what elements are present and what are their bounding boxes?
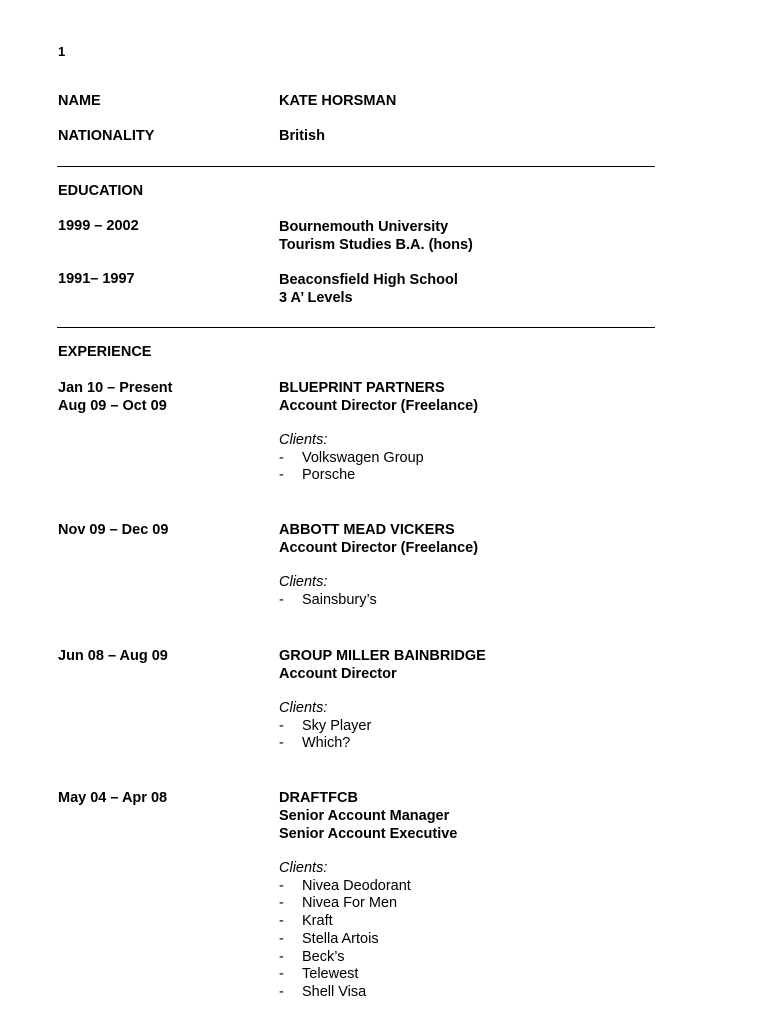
experience-dates xyxy=(58,647,168,665)
date-range: Jun 08 – Aug 09 xyxy=(58,648,168,664)
client-list xyxy=(279,574,377,609)
experience-dates xyxy=(58,789,167,807)
education-details xyxy=(279,271,458,307)
education-qualification: 3 A’ Levels xyxy=(279,290,353,306)
page-number: 1 xyxy=(58,44,66,59)
clients-label: Clients: xyxy=(279,860,328,876)
job-title: Senior Account Executive xyxy=(279,826,458,842)
name-label: NAME xyxy=(58,93,101,109)
experience-details xyxy=(279,647,486,683)
experience-details xyxy=(279,379,478,415)
list-item: - Beck’s xyxy=(279,948,345,965)
education-dates: 1999 – 2002 xyxy=(58,218,139,234)
clients-label: Clients: xyxy=(279,574,328,590)
experience-details xyxy=(279,521,478,557)
education-dates: 1991– 1997 xyxy=(58,271,135,287)
date-range: Aug 09 – Oct 09 xyxy=(58,398,167,414)
date-range: Jan 10 – Present xyxy=(58,380,173,396)
list-item: - Stella Artois xyxy=(279,930,379,947)
company-name: DRAFTFCB xyxy=(279,790,358,806)
company-name: ABBOTT MEAD VICKERS xyxy=(279,522,455,538)
experience-details xyxy=(279,789,457,843)
experience-dates xyxy=(58,521,168,539)
list-item: - Kraft xyxy=(279,913,333,930)
experience-heading: EXPERIENCE xyxy=(58,344,152,360)
clients-label: Clients: xyxy=(279,432,328,448)
company-name: GROUP MILLER BAINBRIDGE xyxy=(279,648,486,664)
section-divider xyxy=(57,166,655,167)
experience-dates xyxy=(58,379,172,415)
section-divider xyxy=(57,327,655,328)
list-item: - Nivea For Men xyxy=(279,895,398,912)
education-institution: Beaconsfield High School xyxy=(279,272,458,288)
nationality-value: British xyxy=(279,128,325,144)
list-item: - Telewest xyxy=(279,966,359,983)
education-qualification: Tourism Studies B.A. (hons) xyxy=(279,237,473,253)
client-list xyxy=(279,860,411,1002)
name-value: KATE HORSMAN xyxy=(279,93,397,109)
company-name: BLUEPRINT PARTNERS xyxy=(279,380,445,396)
date-range: Nov 09 – Dec 09 xyxy=(58,522,169,538)
list-item: - Volkswagen Group xyxy=(279,449,424,466)
list-item: - Which? xyxy=(279,735,351,752)
client-list xyxy=(279,700,371,753)
list-item: - Sky Player xyxy=(279,717,372,734)
list-item: - Nivea Deodorant xyxy=(279,877,411,894)
education-heading: EDUCATION xyxy=(58,183,144,199)
clients-label: Clients: xyxy=(279,700,328,716)
client-list xyxy=(279,432,424,485)
date-range: May 04 – Apr 08 xyxy=(58,790,168,806)
list-item: - Porsche xyxy=(279,467,356,484)
job-title: Senior Account Manager xyxy=(279,808,450,824)
job-title: Account Director (Freelance) xyxy=(279,398,479,414)
education-institution: Bournemouth University xyxy=(279,219,449,235)
job-title: Account Director (Freelance) xyxy=(279,540,479,556)
nationality-label: NATIONALITY xyxy=(58,128,155,144)
education-details xyxy=(279,218,473,254)
list-item: - Shell Visa xyxy=(279,983,367,1000)
job-title: Account Director xyxy=(279,666,397,682)
list-item: - Sainsbury’s xyxy=(279,591,377,608)
